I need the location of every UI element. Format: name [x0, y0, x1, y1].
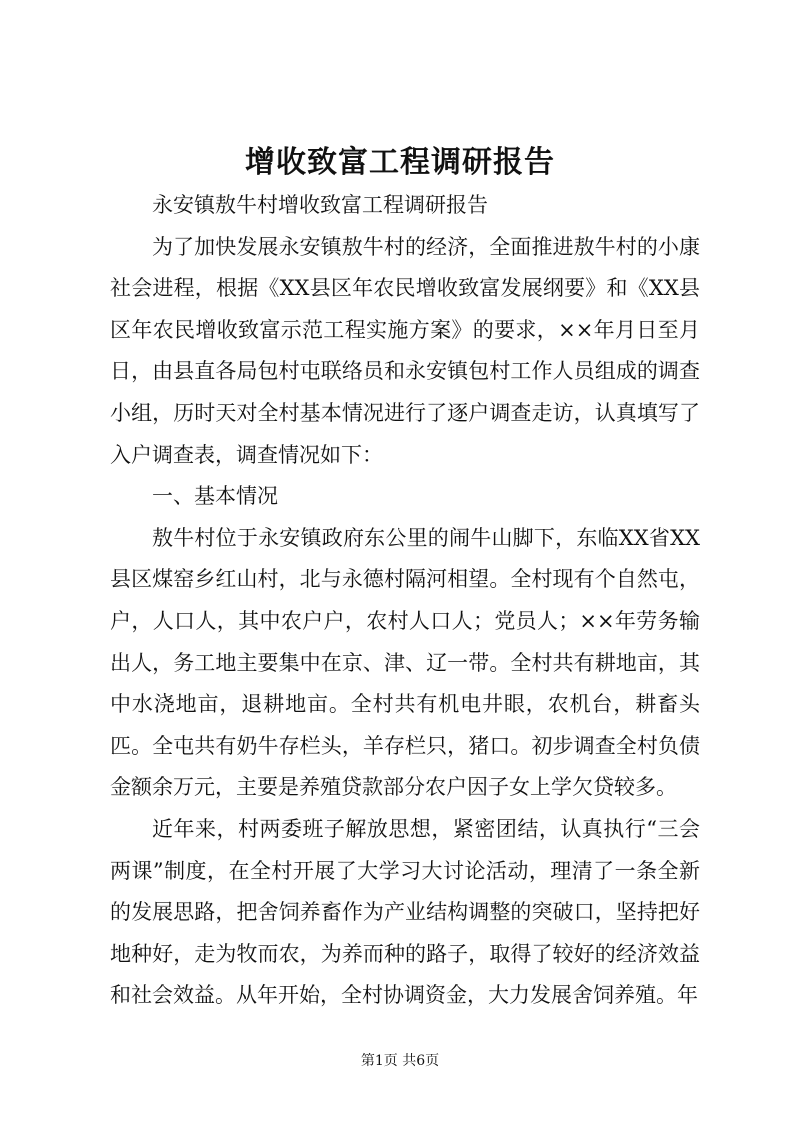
document-title: 增收致富工程调研报告 [245, 145, 555, 180]
paragraph-intro: 为了加快发展永安镇敖牛村的经济，全面推进敖牛村的小康社会进程，根据《XX县区年农民增收致富发展纲要》和《XX县区年农民增收致富示范工程实施方案》的要求，××年月日至月日，由县直各局包村屯联络员和永安镇包村工作人员组成的调查小组，历时天对全村基本情况进行了逐户调查走访，认真填写了入户调查表，调查情况如下： [110, 234, 700, 467]
document-body [110, 185, 700, 1017]
section-heading-basic-situation: 一、基本情况 [152, 484, 278, 509]
paragraph-subtitle: 永安镇敖牛村增收致富工程调研报告 [152, 193, 488, 217]
paragraph-basic-situation: 敖牛村位于永安镇政府东公里的闹牛山脚下，东临XX省XX县区煤窑乡红山村，北与永德村隔河相望。全村现有个自然屯，户，人口人，其中农户户，农村人口人；党员人；××年劳务输出人，务工地主要集中在京、津、辽一带。全村共有耕地亩，其中水浇地亩，退耕地亩。全村共有机电井眼，农机台，耕畜头匹。全屯共有奶牛存栏头，羊存栏只，猪口。初步调查全村负债金额余万元，主要是养殖贷款部分农户因子女上学欠贷较多。 [110, 525, 700, 800]
page-footer: 第1页 共6页 [360, 1053, 440, 1069]
paragraph-recent-years: 近年来，村两委班子解放思想，紧密团结，认真执行“三会两课”制度，在全村开展了大学习大讨论活动，理清了一条全新的发展思路，把舍饲养畜作为产业结构调整的突破口，坚持把好地种好，走为牧而农，为养而种的路子，取得了较好的经济效益和社会效益。从年开始，全村协调资金，大力发展舍饲养殖。年 [110, 816, 700, 1008]
